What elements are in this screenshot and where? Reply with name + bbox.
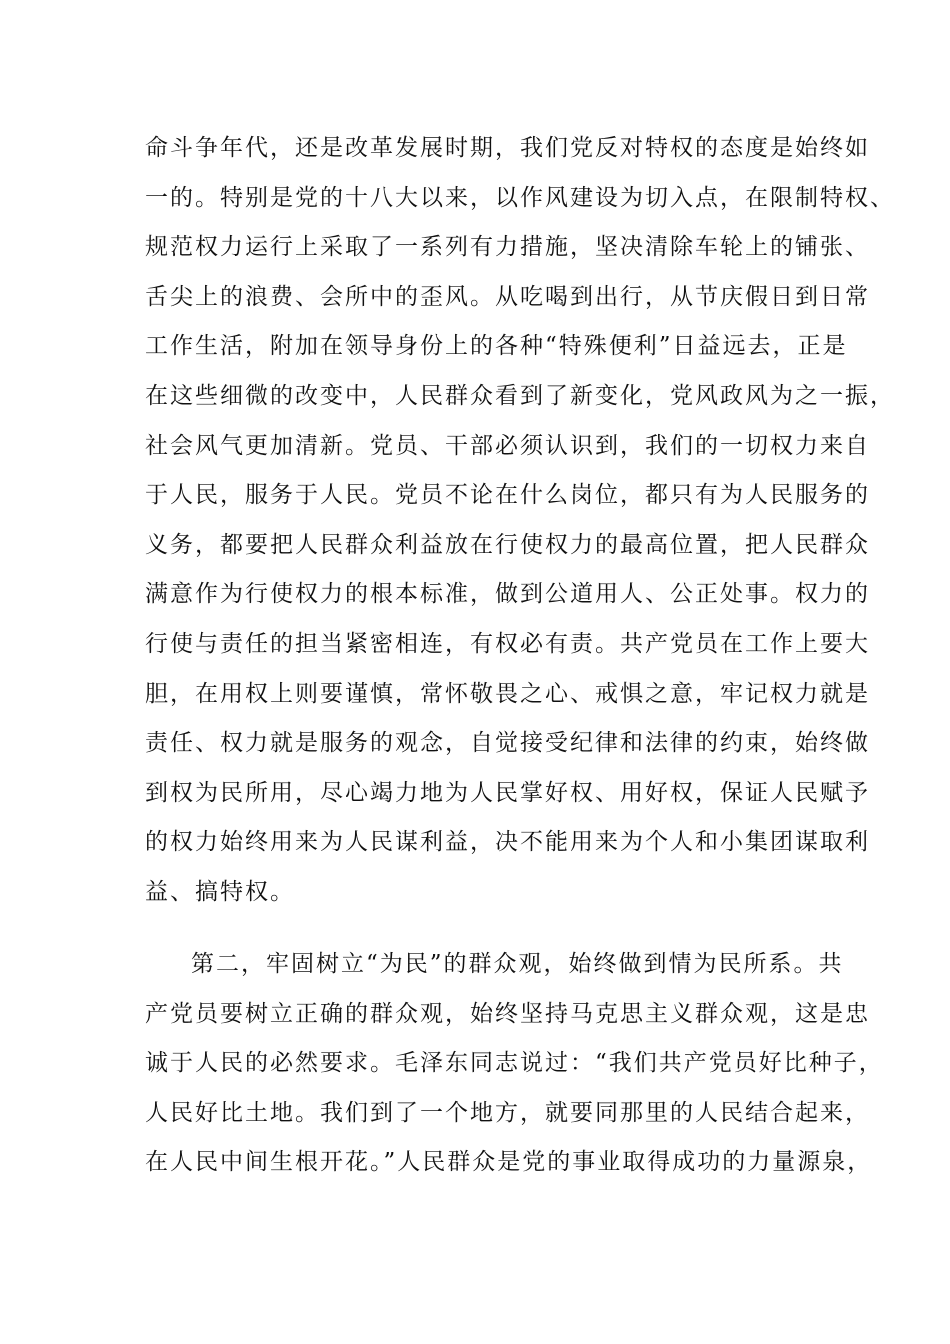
- paragraph-1-line: 舌尖上的浪费、会所中的歪风。从吃喝到出行，从节庆假日到日常: [145, 283, 870, 310]
- paragraph-1-line: 胆，在用权上则要谨慎，常怀敬畏之心、戒惧之意，牢记权力就是: [145, 680, 870, 707]
- paragraph-2-line: 产党员要树立正确的群众观，始终坚持马克思主义群众观，这是忠: [145, 1000, 870, 1027]
- paragraph-1-line: 满意作为行使权力的根本标准，做到公道用人、公正处事。权力的: [145, 581, 870, 608]
- paragraph-1-line: 到权为民所用，尽心竭力地为人民掌好权、用好权，保证人民赋予: [145, 779, 870, 806]
- paragraph-1-line: 的权力始终用来为人民谋利益，决不能用来为个人和小集团谋取利: [145, 829, 870, 856]
- paragraph-1-line: 命斗争年代，还是改革发展时期，我们党反对特权的态度是始终如: [145, 135, 870, 161]
- paragraph-1-line: 社会风气更加清新。党员、干部必须认识到，我们的一切权力来自: [145, 432, 870, 459]
- paragraph-1-line: 工作生活，附加在领导身份上的各种“特殊便利”日益远去，正是: [145, 333, 848, 360]
- paragraph-1-line: 在这些细微的改变中，人民群众看到了新变化，党风政风为之一振，: [145, 382, 895, 409]
- paragraph-1: [145, 124, 895, 918]
- paragraph-1-line: 责任、权力就是服务的观念，自觉接受纪律和法律的约束，始终做: [145, 730, 870, 757]
- paragraph-2: [145, 940, 884, 1188]
- paragraph-1-line: 行使与责任的担当紧密相连，有权必有责。共产党员在工作上要大: [145, 630, 870, 657]
- paragraph-2-line: 在人民中间生根开花。”人民群众是党的事业取得成功的力量源泉，: [145, 1149, 873, 1176]
- paragraph-1-line: 益、搞特权。: [145, 878, 295, 905]
- paragraph-1-line: 一的。特别是党的十八大以来，以作风建设为切入点，在限制特权、: [145, 184, 895, 211]
- paragraph-1-line: 义务，都要把人民群众利益放在行使权力的最高位置，把人民群众: [145, 531, 870, 558]
- paragraph-2-line: 人民好比土地。我们到了一个地方，就要同那里的人民结合起来，: [145, 1099, 870, 1126]
- paragraph-1-line: 于人民，服务于人民。党员不论在什么岗位，都只有为人民服务的: [145, 482, 870, 509]
- paragraph-1-line: 规范权力运行上采取了一系列有力措施，坚决清除车轮上的铺张、: [145, 234, 870, 261]
- paragraph-2-line: 第二，牢固树立“为民”的群众观，始终做到情为民所系。共: [191, 951, 844, 977]
- paragraph-2-line: 诚于人民的必然要求。毛泽东同志说过：“我们共产党员好比种子，: [145, 1050, 884, 1077]
